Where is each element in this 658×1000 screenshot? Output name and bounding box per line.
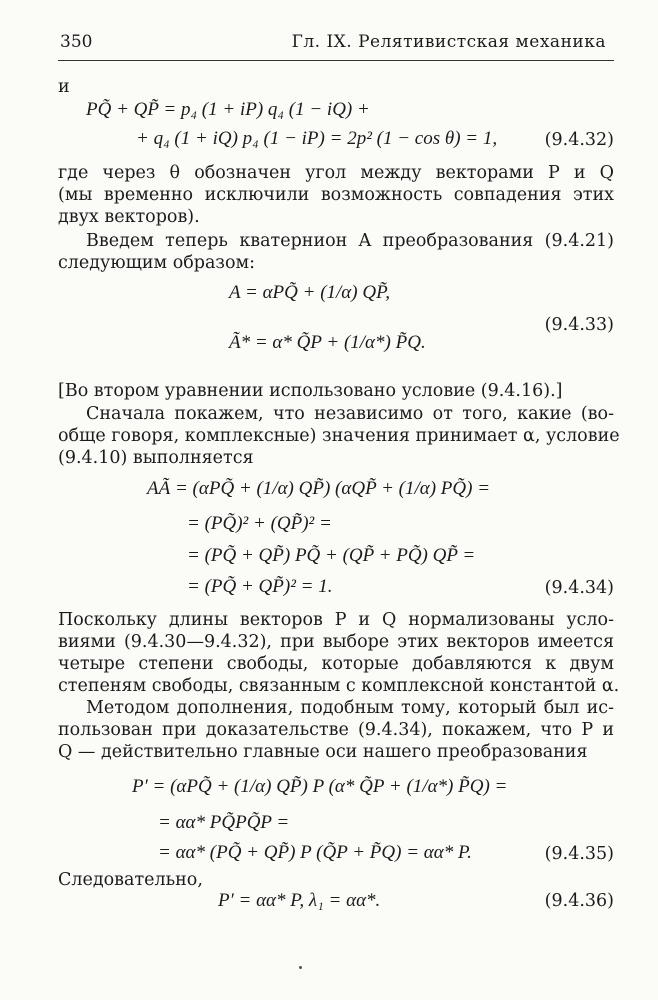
running-title: Гл. IX. Релятивистская механика — [291, 32, 606, 52]
text-line: степеням свободы, связанным с комплексной константой α. — [58, 676, 620, 696]
equation-number: (9.4.34) — [544, 578, 614, 598]
text-line: следующим образом: — [58, 253, 255, 273]
text-line: и — [58, 77, 70, 97]
text-line: двух векторов). — [58, 207, 200, 227]
equation-number: (9.4.36) — [544, 891, 614, 911]
equation-number: (9.4.35) — [544, 844, 614, 864]
equation-number: (9.4.33) — [544, 315, 614, 335]
equation-9-4-32-line1: PQ̃ + QP̃ = p₄ (1 + iP) q₄ (1 − iQ) + — [86, 99, 370, 120]
text-line: где через θ обозначен угол между векторами P и Q — [58, 163, 614, 183]
text-line: (мы временно исключили возможность совпадения этих — [58, 185, 614, 205]
equation-9-4-35-line3: = αα* (PQ̃ + QP̃) P (Q̃P + P̃Q) = αα* P. — [158, 842, 472, 863]
equation-9-4-34-line1: AÃ = (αPQ̃ + (1/α) QP̃) (αQP̃ + (1/α) PQ̃) = — [147, 478, 491, 499]
equation-9-4-34-line4: = (PQ̃ + QP̃)² = 1. — [187, 576, 333, 597]
text-line: обще говоря, комплексные) значения принимает α, условие — [58, 426, 620, 446]
equation-9-4-34-line2: = (PQ̃)² + (QP̃)² = — [187, 513, 332, 534]
text-line: пользован при доказательстве (9.4.34), покажем, что P и — [58, 720, 614, 740]
running-header — [60, 32, 612, 58]
page-number: 350 — [60, 32, 93, 52]
text-line: (9.4.10) выполняется — [58, 448, 254, 468]
equation-9-4-33-line2: Ã* = α* Q̃P + (1/α*) P̃Q. — [229, 332, 426, 353]
equation-9-4-32-line2: + q₄ (1 + iQ) p₄ (1 − iP) = 2p² (1 − cos θ) = 1, — [136, 128, 498, 149]
text-line: Поскольку длины векторов P и Q нормализованы усло- — [58, 610, 614, 630]
equation-number: (9.4.32) — [544, 130, 614, 150]
text-line: [Во втором уравнении использовано условие (9.4.16).] — [58, 381, 563, 401]
text-line: виями (9.4.30—9.4.32), при выборе этих векторов имеется — [58, 632, 614, 652]
header-rule — [58, 60, 614, 61]
equation-9-4-34-line3: = (PQ̃ + QP̃) PQ̃ + (QP̃ + PQ̃) QP̃ = — [187, 545, 476, 566]
equation-9-4-35-line2: = αα* PQ̃PQ̃P = — [158, 812, 290, 833]
text-line: Введем теперь кватернион A преобразования (9.4.21) — [86, 231, 614, 251]
text-line: Сначала покажем, что независимо от того, какие (во- — [86, 404, 614, 424]
page-speck — [299, 966, 302, 969]
text-line: Q — действительно главные оси нашего преобразования — [58, 742, 588, 762]
equation-9-4-35-line1: P′ = (αPQ̃ + (1/α) QP̃) P (α* Q̃P + (1/α*) P̃Q) = — [132, 776, 508, 797]
text-line: четыре степени свободы, которые добавляются к двум — [58, 654, 614, 674]
text-line: Следовательно, — [58, 870, 203, 890]
text-line: Методом дополнения, подобным тому, который был ис- — [86, 698, 614, 718]
equation-9-4-33-line1: A = αPQ̃ + (1/α) QP̃, — [229, 282, 390, 303]
equation-9-4-36: P′ = αα* P, λ₁ = αα*. — [218, 890, 381, 911]
